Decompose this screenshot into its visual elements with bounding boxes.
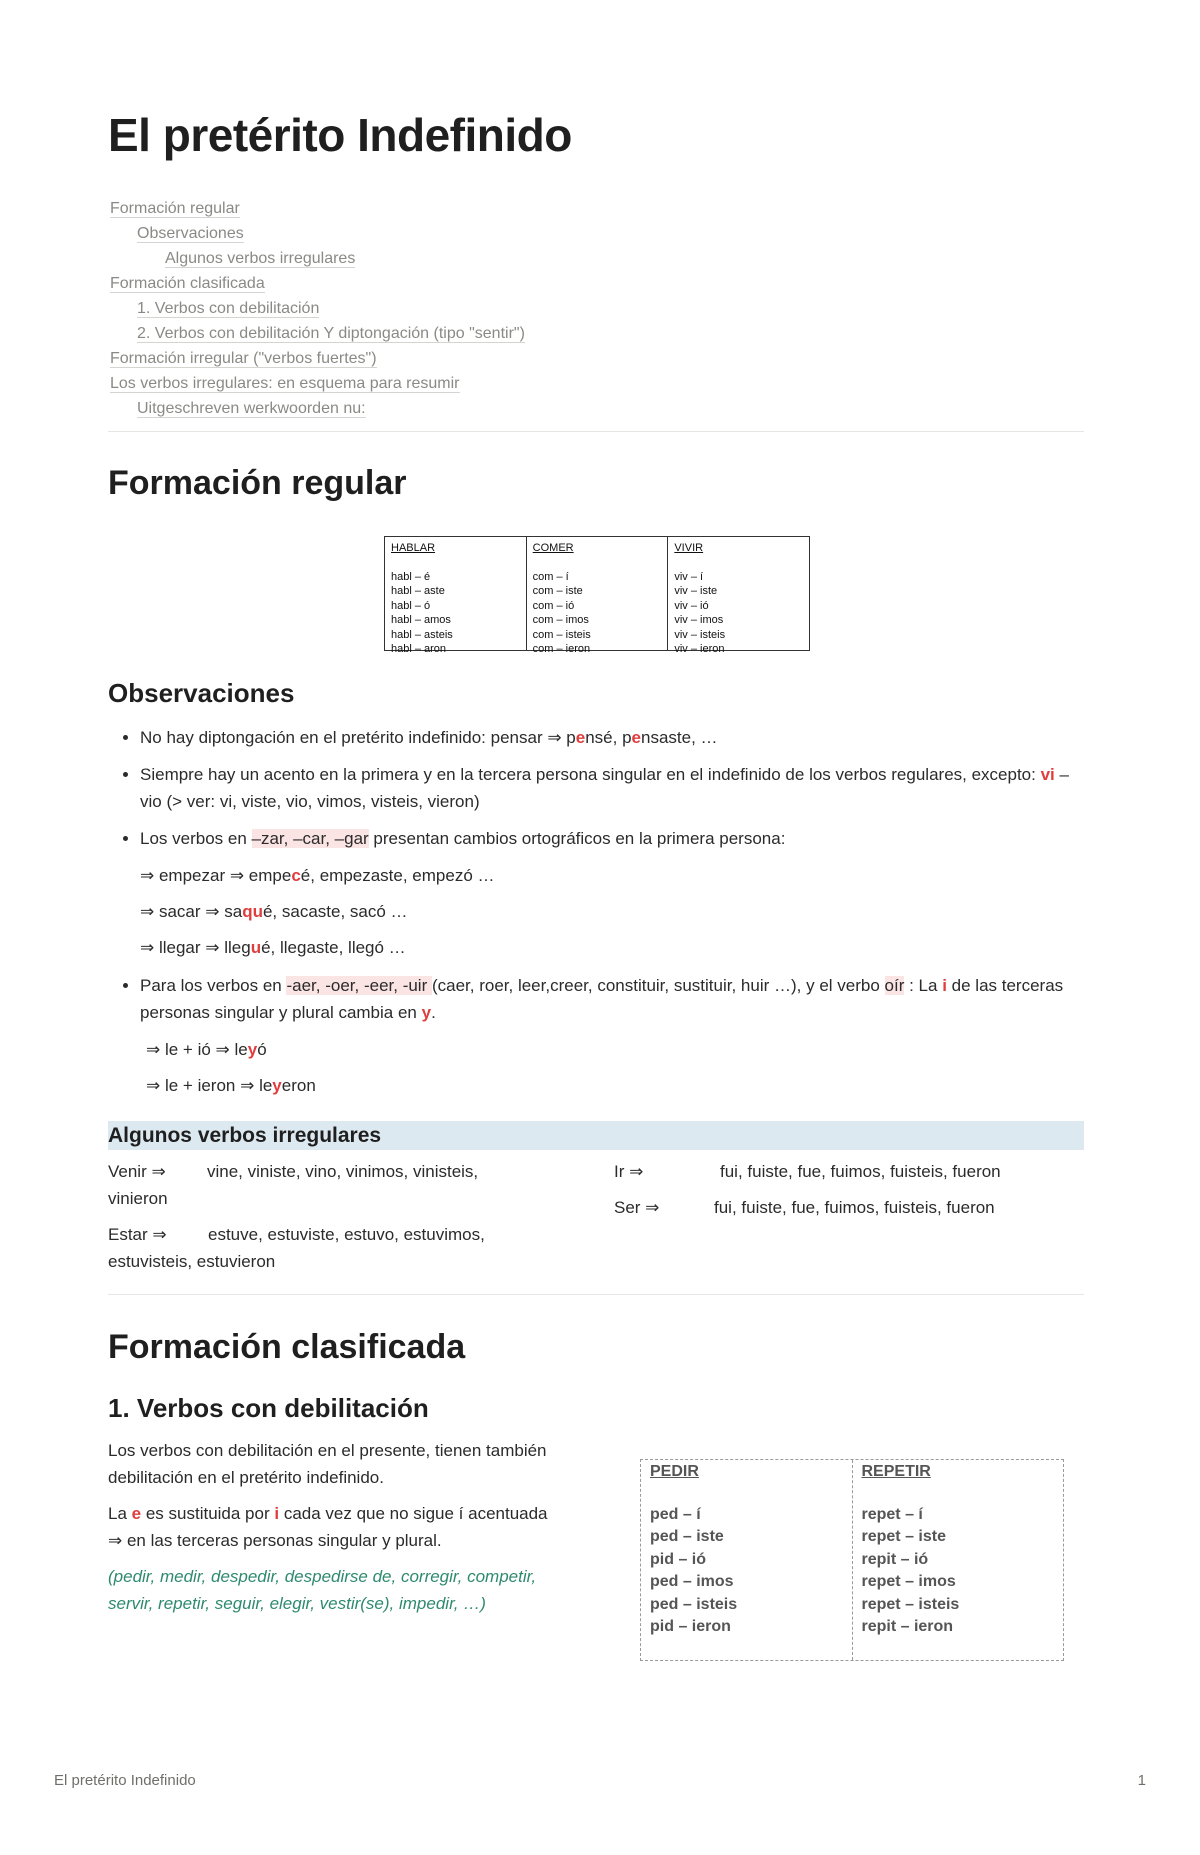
paragraph: Los verbos con debilitación en el presente, tienen también debilitación en el pretérito indefinido. bbox=[108, 1441, 547, 1487]
debilitacion-text bbox=[108, 1437, 548, 1626]
table-cell: com – iste bbox=[532, 585, 583, 597]
divider bbox=[108, 431, 1084, 432]
table-cell: repit – ieron bbox=[861, 1618, 954, 1635]
list-item: • Para los verbos en -aer, -oer, -eer, -uir (caer, roer, leer,creer, constituir, sustituir, huir …), y el verbo oír : La i de las terceras personas singular y plural cambia en y. bbox=[140, 972, 1084, 1026]
table-cell: viv – ieron bbox=[674, 643, 725, 655]
toc-link[interactable]: Uitgeschreven werkwoorden nu: bbox=[137, 400, 366, 417]
table-cell: habl – asteis bbox=[391, 628, 453, 641]
regular-conjugation-table bbox=[384, 536, 810, 655]
footer-page-number: 1 bbox=[1137, 1772, 1146, 1789]
table-cell: ped – iste bbox=[650, 1528, 724, 1545]
irregular-verbs-left bbox=[108, 1158, 538, 1284]
table-cell: repet – isteis bbox=[861, 1595, 960, 1613]
heading-verbos-con-debilitacion: 1. Verbos con debilitación bbox=[108, 1393, 429, 1423]
table-of-contents bbox=[110, 196, 525, 421]
paragraph: La e es sustituida por i cada vez que no sigue í acentuada ⇒ en las terceras personas singular y plural. bbox=[108, 1504, 548, 1550]
table-cell: repet – imos bbox=[861, 1573, 956, 1590]
table-cell: habl – amos bbox=[391, 614, 451, 626]
table-cell: habl – ó bbox=[391, 599, 431, 612]
table-cell: com – ieron bbox=[532, 643, 591, 655]
table-cell: viv – imos bbox=[674, 614, 724, 626]
table-cell: com – í bbox=[532, 570, 569, 583]
table-cell: repit – ió bbox=[861, 1550, 929, 1568]
table-cell: viv – iste bbox=[674, 585, 718, 597]
table-column bbox=[641, 1460, 853, 1660]
table-cell: viv – isteis bbox=[674, 628, 726, 641]
footer-doc-title: El pretérito Indefinido bbox=[54, 1772, 196, 1789]
table-cell: viv – ió bbox=[674, 599, 709, 612]
table-cell: pid – ió bbox=[650, 1550, 706, 1568]
table-cell: com – imos bbox=[532, 614, 589, 626]
bullet-list bbox=[108, 724, 1084, 852]
table-cell: com – isteis bbox=[532, 628, 591, 641]
column-header: VIVIR bbox=[674, 542, 704, 554]
table-cell: pid – ieron bbox=[650, 1618, 731, 1635]
toc-link[interactable]: 2. Verbos con debilitación Y diptongación (tipo "sentir") bbox=[137, 325, 525, 342]
heading-observaciones: Observaciones bbox=[108, 678, 295, 708]
example-line: ⇒ le + ieron ⇒ leyeron bbox=[146, 1076, 316, 1095]
table-cell: ped – í bbox=[650, 1505, 701, 1523]
table-cell: viv – í bbox=[674, 570, 704, 583]
toc-link[interactable]: Formación irregular ("verbos fuertes") bbox=[110, 350, 377, 367]
table-column bbox=[668, 537, 809, 655]
column-header: HABLAR bbox=[391, 542, 436, 554]
example-line: ⇒ le + ió ⇒ leyó bbox=[146, 1040, 267, 1059]
table-column bbox=[385, 537, 527, 655]
table-cell: ped – isteis bbox=[650, 1595, 738, 1613]
list-item: • Los verbos en –zar, –car, –gar presentan cambios ortográficos en la primera persona: bbox=[140, 825, 1084, 852]
column-header: REPETIR bbox=[861, 1463, 931, 1480]
table-cell: ped – imos bbox=[650, 1573, 734, 1590]
example-line: ⇒ sacar ⇒ saqué, sacaste, sacó … bbox=[140, 902, 408, 921]
observaciones-content bbox=[108, 724, 1084, 1108]
column-header: COMER bbox=[532, 542, 574, 554]
example-line: ⇒ empezar ⇒ empecé, empezaste, empezó … bbox=[140, 866, 495, 885]
table-cell: habl – aron bbox=[391, 643, 447, 655]
example-line: ⇒ llegar ⇒ llegué, llegaste, llegó … bbox=[140, 938, 406, 957]
table-cell: repet – í bbox=[861, 1505, 923, 1523]
toc-link[interactable]: 1. Verbos con debilitación bbox=[137, 300, 320, 317]
heading-formacion-clasificada: Formación clasificada bbox=[108, 1328, 466, 1366]
toc-link[interactable]: Formación clasificada bbox=[110, 275, 265, 292]
heading-formacion-regular: Formación regular bbox=[108, 464, 407, 502]
list-item: • No hay diptongación en el pretérito indefinido: pensar ⇒ pensé, pensaste, … bbox=[140, 724, 1084, 751]
irregular-verb-row: Ser ⇒ fui, fuiste, fue, fuimos, fuisteis, fueron bbox=[614, 1198, 995, 1217]
toc-link[interactable]: Algunos verbos irregulares bbox=[165, 250, 356, 267]
example-verbs-list: (pedir, medir, despedir, despedirse de, corregir, competir, servir, repetir, seguir, elegir, vestir(se), impedir, …) bbox=[108, 1567, 537, 1613]
irregular-verb-row: Estar ⇒ estuve, estuviste, estuvo, estuvimos, estuvisteis, estuvieron bbox=[108, 1225, 485, 1271]
list-item: • Siempre hay un acento en la primera y en la tercera persona singular en el indefinido de los verbos regulares, excepto: vi – vio (> ver: vi, viste, vio, vimos, visteis, vieron) bbox=[140, 761, 1084, 815]
irregular-verbs-right bbox=[614, 1158, 1084, 1230]
toc-link[interactable]: Formación regular bbox=[110, 200, 240, 217]
irregular-verb-row: Venir ⇒ vine, viniste, vino, vinimos, vinisteis, vinieron bbox=[108, 1162, 479, 1208]
table-column bbox=[527, 537, 669, 655]
table-column bbox=[853, 1460, 1064, 1660]
debilitacion-conjugation-table bbox=[640, 1459, 1064, 1661]
irregular-verb-row: Ir ⇒ fui, fuiste, fue, fuimos, fuisteis, fueron bbox=[614, 1162, 1001, 1181]
heading-algunos-verbos-irregulares: Algunos verbos irregulares bbox=[108, 1121, 1084, 1150]
page-title: El pretérito Indefinido bbox=[108, 109, 572, 161]
divider bbox=[108, 1294, 1084, 1295]
toc-link[interactable]: Los verbos irregulares: en esquema para resumir bbox=[110, 375, 460, 392]
table-cell: habl – é bbox=[391, 570, 431, 583]
table-cell: repet – iste bbox=[861, 1528, 946, 1545]
toc-link[interactable]: Observaciones bbox=[137, 225, 244, 242]
table-cell: com – ió bbox=[532, 599, 575, 612]
column-header: PEDIR bbox=[650, 1463, 699, 1480]
table-cell: habl – aste bbox=[391, 585, 445, 597]
bullet-list bbox=[108, 972, 1084, 1026]
